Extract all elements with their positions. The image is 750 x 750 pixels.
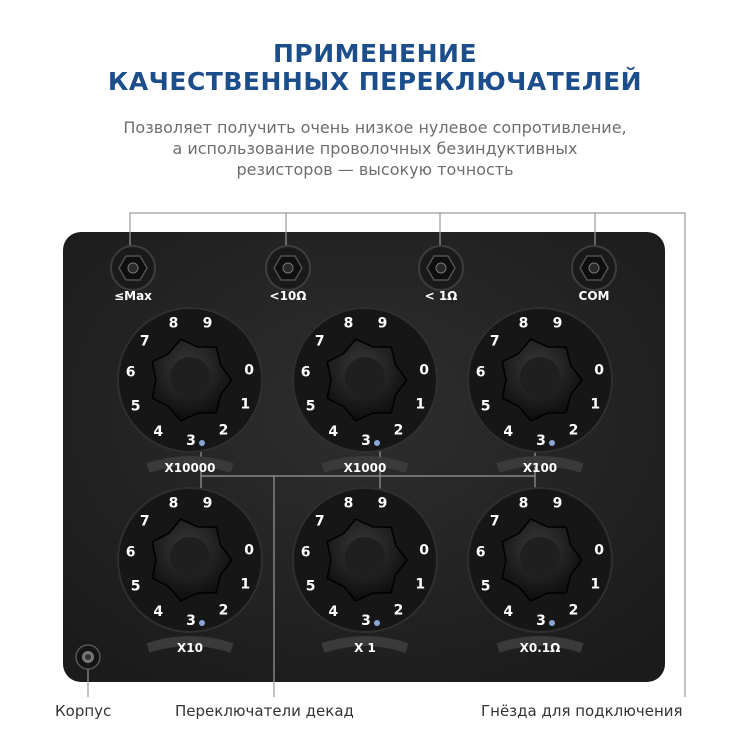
dial-digit: 2	[218, 602, 229, 619]
dial-digit: 6	[475, 544, 486, 561]
socket-hole	[128, 263, 138, 273]
dial-digit: 6	[300, 364, 311, 381]
dial-digit: 8	[343, 495, 354, 512]
dial-digit: 5	[480, 398, 491, 415]
multiplier-label: X1000	[343, 461, 387, 475]
title-line-1: ПРИМЕНЕНИЕ	[272, 39, 478, 68]
callout-dot	[199, 440, 205, 446]
multiplier-label: X 1	[354, 641, 376, 655]
terminal-2[interactable]	[266, 246, 310, 303]
dial-digit: 2	[393, 422, 404, 439]
dial-digit: 9	[202, 315, 213, 332]
dial-digit: 0	[244, 362, 254, 379]
dial-digit: 5	[305, 578, 316, 595]
dial-digit: 9	[377, 315, 388, 332]
terminal-1[interactable]	[111, 246, 155, 303]
dial-digit: 7	[489, 333, 500, 350]
dial-digit: 2	[568, 602, 579, 619]
socket-hole	[436, 263, 446, 273]
multiplier-label: X100	[522, 461, 558, 475]
dial-digit: 2	[393, 602, 404, 619]
multiplier-label: X0.1Ω	[519, 641, 561, 655]
dial-digit: 9	[552, 495, 563, 512]
dial-digit: 3	[186, 432, 196, 449]
dial-digit: 3	[361, 432, 371, 449]
dial-digit: 0	[419, 362, 429, 379]
callout-dot	[199, 620, 205, 626]
dial-digit: 0	[594, 542, 604, 559]
terminal-3[interactable]	[419, 246, 463, 303]
dial-digit: 1	[240, 576, 251, 593]
socket-hole	[283, 263, 293, 273]
dial-digit: 8	[518, 495, 529, 512]
dial-digit: 4	[328, 603, 339, 620]
dial-digit: 4	[503, 603, 514, 620]
knob-cap	[345, 537, 385, 577]
dial-digit: 8	[168, 495, 179, 512]
dial-digit: 3	[536, 612, 546, 629]
subtitle-line-1: Позволяет получить очень низкое нулевое сопротивление,	[123, 118, 627, 137]
knob-cap	[170, 537, 210, 577]
socket-hole	[589, 263, 599, 273]
dial-digit: 0	[244, 542, 254, 559]
multiplier-label: X10	[177, 641, 203, 655]
dial-digit: 0	[419, 542, 429, 559]
dial-digit: 4	[328, 423, 339, 440]
dial-digit: 1	[415, 396, 426, 413]
dial-digit: 7	[139, 333, 150, 350]
dial-digit: 6	[125, 364, 136, 381]
dial-digit: 4	[153, 423, 164, 440]
multiplier-label: X10000	[164, 461, 216, 475]
title-line-2: КАЧЕСТВЕННЫХ ПЕРЕКЛЮЧАТЕЛЕЙ	[107, 67, 643, 96]
dial-digit: 4	[153, 603, 164, 620]
dial-digit: 5	[130, 578, 141, 595]
dial-digit: 2	[218, 422, 229, 439]
callout-decade-switches: Переключатели декад	[175, 702, 354, 720]
dial-digit: 9	[202, 495, 213, 512]
terminal-4[interactable]	[572, 246, 616, 303]
dial-digit: 7	[314, 333, 325, 350]
callout-sockets: Гнёзда для подключения	[481, 702, 683, 720]
subtitle-line-2: а использование проволочных безиндуктивных	[172, 139, 578, 158]
terminal-label: <10Ω	[269, 289, 307, 303]
dial-digit: 6	[300, 544, 311, 561]
dial-digit: 9	[377, 495, 388, 512]
terminal-label: ≤Max	[114, 289, 152, 303]
dial-digit: 3	[536, 432, 546, 449]
knob-cap	[170, 357, 210, 397]
callout-dot	[374, 440, 380, 446]
dial-digit: 7	[489, 513, 500, 530]
dial-digit: 9	[552, 315, 563, 332]
dial-digit: 3	[186, 612, 196, 629]
dial-digit: 6	[125, 544, 136, 561]
dial-digit: 2	[568, 422, 579, 439]
callout-housing: Корпус	[55, 702, 112, 720]
terminal-label: < 1Ω	[424, 289, 458, 303]
dial-digit: 8	[168, 315, 179, 332]
dial-digit: 4	[503, 423, 514, 440]
dial-digit: 1	[590, 396, 601, 413]
dial-digit: 1	[240, 396, 251, 413]
dial-digit: 1	[590, 576, 601, 593]
subtitle-line-3: резисторов — высокую точность	[236, 160, 514, 179]
callout-dot	[549, 440, 555, 446]
callout-dot	[374, 620, 380, 626]
callout-dot	[549, 620, 555, 626]
dial-digit: 7	[314, 513, 325, 530]
housing-screw	[76, 645, 100, 669]
dial-digit: 7	[139, 513, 150, 530]
terminal-label: COM	[578, 289, 610, 303]
dial-digit: 5	[480, 578, 491, 595]
dial-digit: 5	[130, 398, 141, 415]
dial-digit: 8	[518, 315, 529, 332]
dial-digit: 6	[475, 364, 486, 381]
dial-digit: 1	[415, 576, 426, 593]
knob-cap	[520, 357, 560, 397]
dial-digit: 5	[305, 398, 316, 415]
dial-digit: 8	[343, 315, 354, 332]
knob-cap	[345, 357, 385, 397]
dial-digit: 3	[361, 612, 371, 629]
knob-cap	[520, 537, 560, 577]
dial-digit: 0	[594, 362, 604, 379]
